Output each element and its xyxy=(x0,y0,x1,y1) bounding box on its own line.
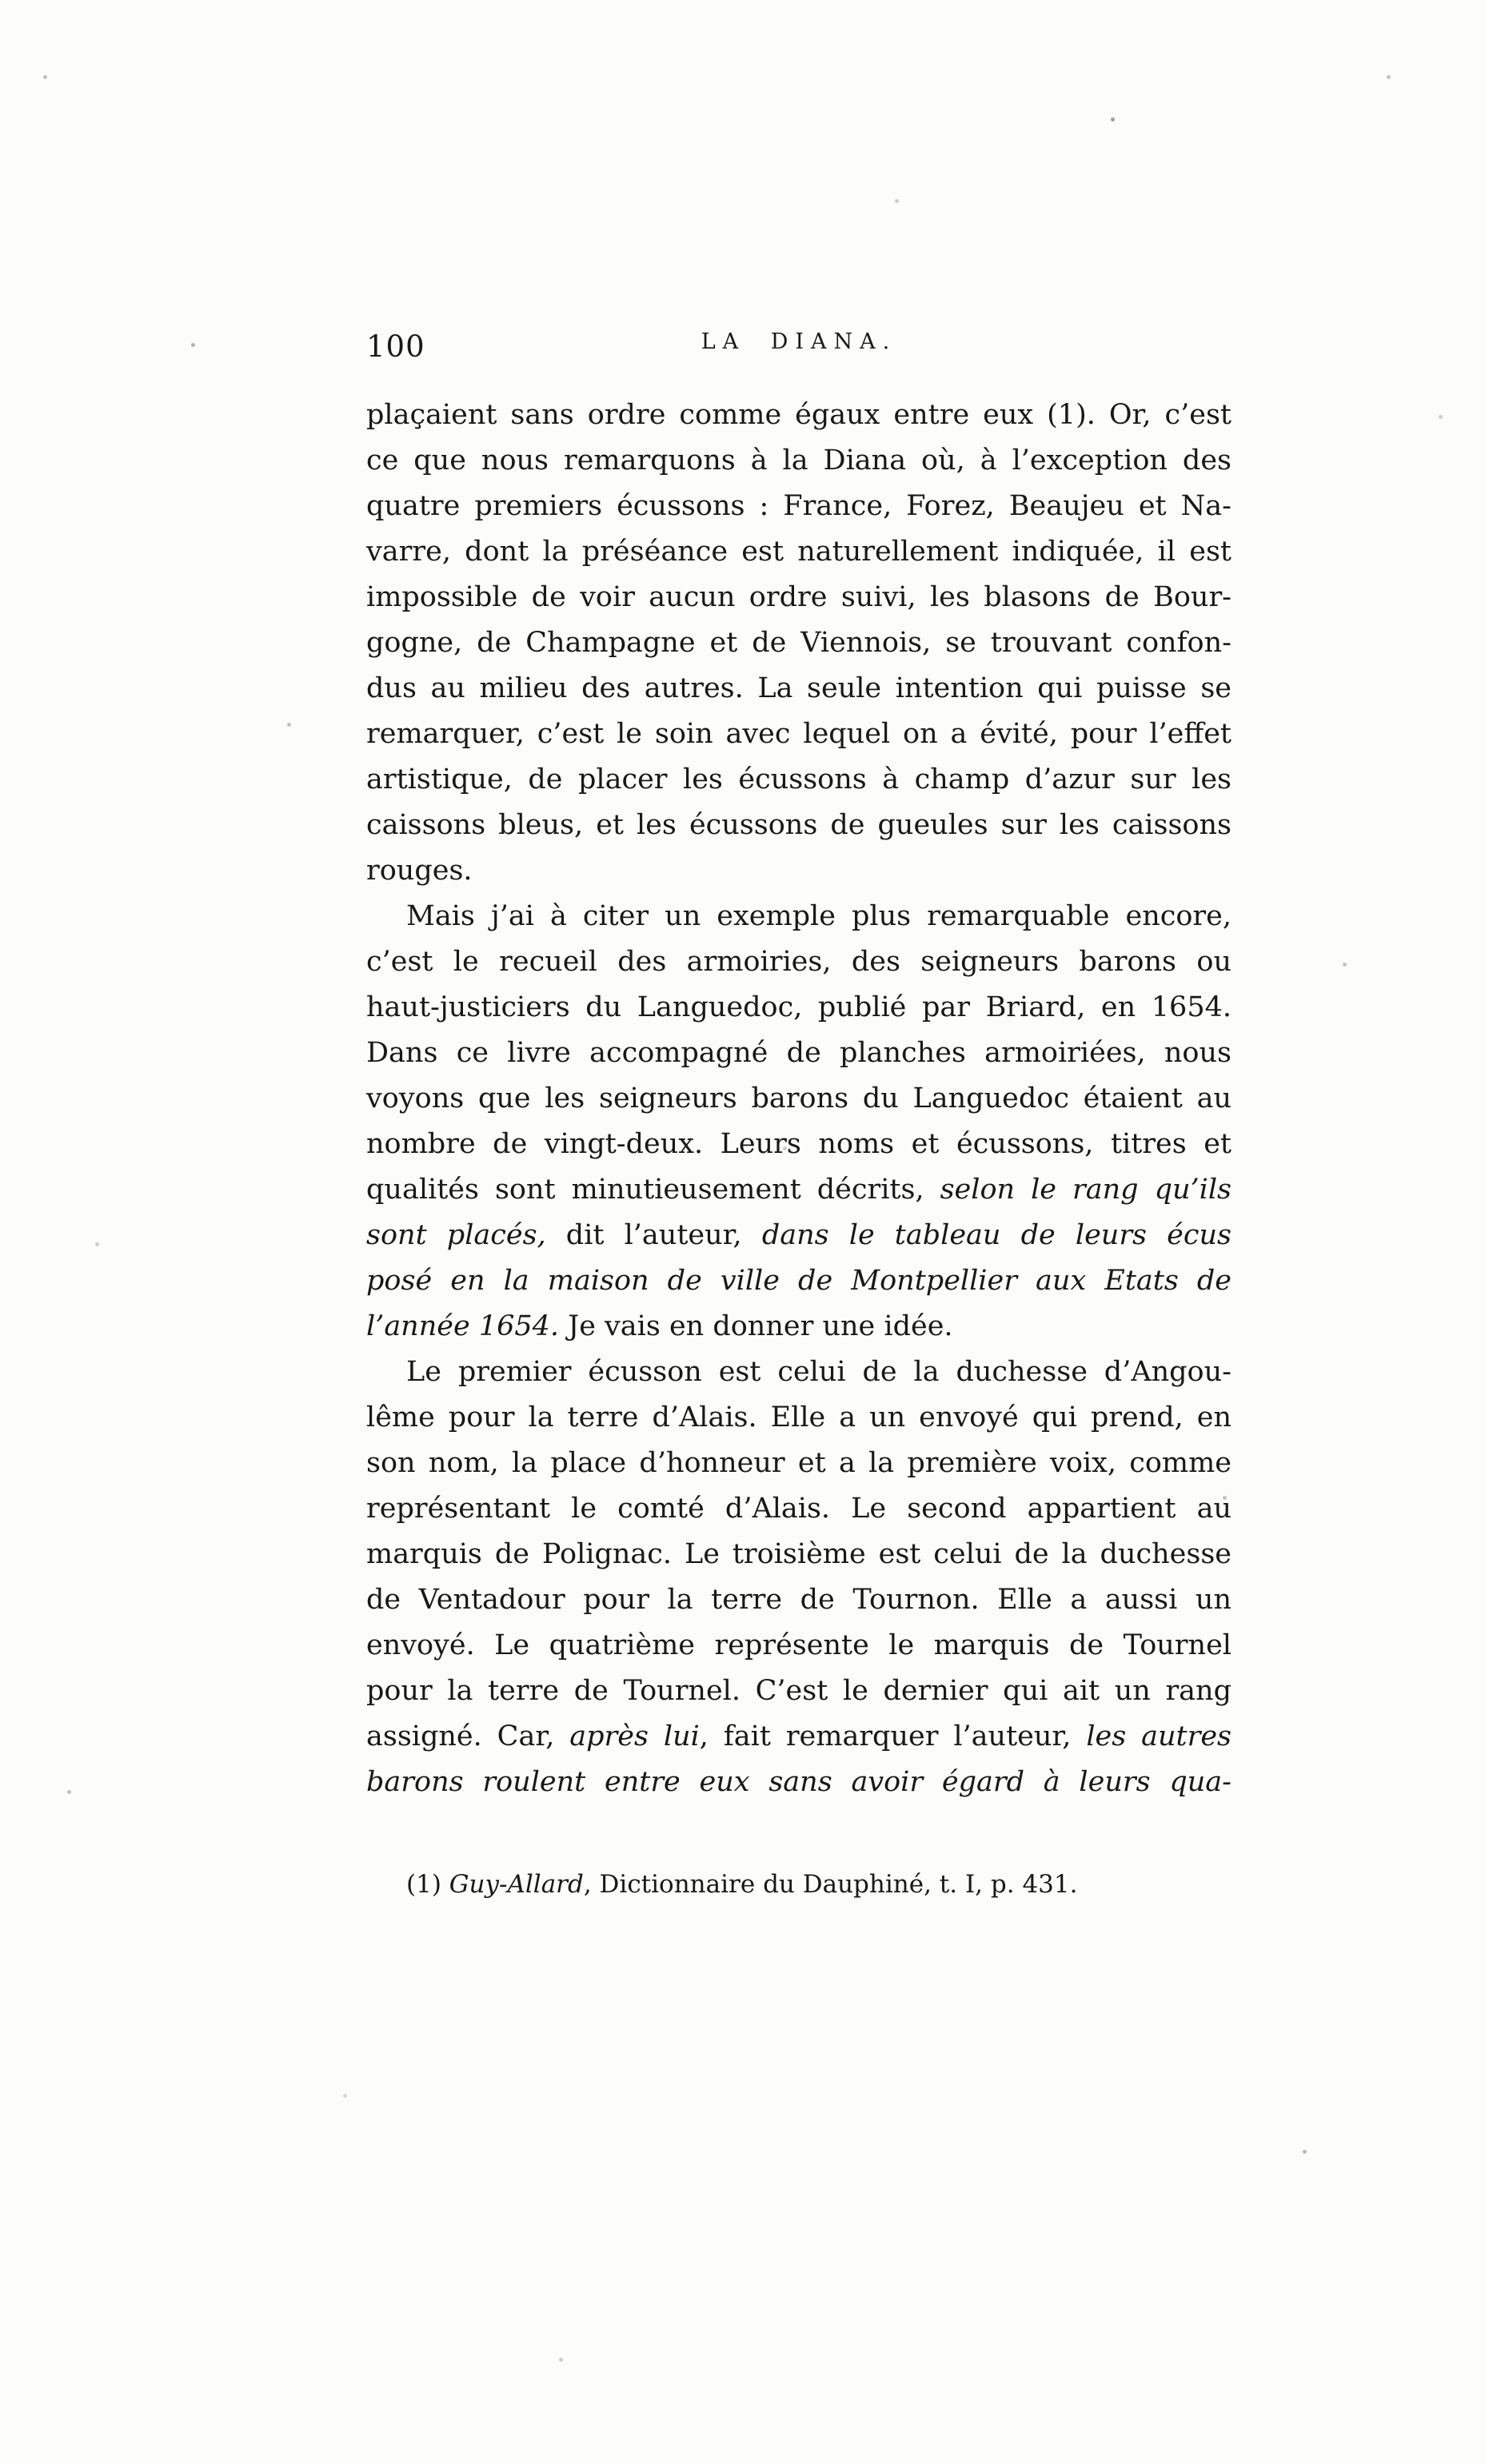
text-line xyxy=(366,939,1232,985)
text-run: artistique, de placer les écussons à champ d’azur sur les xyxy=(366,764,1232,795)
text-line xyxy=(366,1395,1232,1441)
italic-text-run: sont placés, xyxy=(366,1219,546,1251)
text-run: envoyé. Le quatrième représente le marquis de Tournel xyxy=(366,1629,1232,1661)
italic-text-run: dans le tableau de leurs écus xyxy=(761,1219,1232,1251)
text-line xyxy=(366,712,1232,757)
text-run: dit l’auteur, xyxy=(545,1219,762,1251)
text-line xyxy=(366,757,1232,803)
text-run: impossible de voir aucun ordre suivi, les blasons de Bour- xyxy=(366,581,1232,613)
text-run: représentant le comté d’Alais. Le second appartient au xyxy=(366,1493,1232,1525)
text-line xyxy=(366,1760,1232,1805)
text-line xyxy=(366,1441,1232,1486)
text-run: Dans ce livre accompagné de planches armoiriées, nous xyxy=(366,1037,1232,1069)
italic-text-run: selon le rang qu’ils xyxy=(940,1174,1232,1206)
text-line xyxy=(366,438,1232,484)
text-run: de Ventadour pour la terre de Tournon. Elle a aussi un xyxy=(366,1584,1232,1616)
text-run: pour la terre de Tournel. C’est le dernier qui ait un rang xyxy=(366,1675,1232,1707)
text-line xyxy=(366,484,1232,529)
scan-noise-specks xyxy=(0,0,2,2)
text-line xyxy=(366,1167,1232,1213)
text-line xyxy=(366,1031,1232,1076)
text-line xyxy=(366,1258,1232,1304)
text-run: , Dictionnaire du Dauphiné, t. I, p. 431. xyxy=(583,1870,1078,1899)
text-line xyxy=(366,529,1232,575)
text-run: ce que nous remarquons à la Diana où, à l’exception des xyxy=(366,445,1232,476)
text-line xyxy=(366,985,1232,1031)
text-run: rouges. xyxy=(366,855,473,887)
text-run: dus au milieu des autres. La seule intention qui puisse se xyxy=(366,672,1232,704)
text-run: haut-justiciers du Languedoc, publié par Briard, en 1654. xyxy=(366,991,1232,1023)
text-line xyxy=(366,1669,1232,1714)
italic-text-run: posé en la maison de ville de Montpellier aux Etats de xyxy=(366,1265,1232,1297)
text-line xyxy=(366,1076,1232,1122)
text-line xyxy=(366,620,1232,666)
italic-text-run: l’année 1654. xyxy=(366,1310,560,1342)
text-line xyxy=(366,803,1232,848)
text-line xyxy=(366,1623,1232,1669)
text-run: Le premier écusson est celui de la duchesse d’Angou- xyxy=(406,1356,1232,1388)
text-run: , fait remarquer l’auteur, xyxy=(699,1720,1087,1752)
running-title: LA DIANA. xyxy=(701,329,897,354)
italic-text-run: après lui xyxy=(569,1720,700,1752)
text-run: quatre premiers écussons : France, Forez, Beaujeu et Na- xyxy=(366,490,1232,522)
text-run: Je vais en donner une idée. xyxy=(559,1310,953,1342)
text-run: nombre de vingt-deux. Leurs noms et écussons, titres et xyxy=(366,1128,1232,1160)
text-run: qualités sont minutieusement décrits, xyxy=(366,1174,940,1206)
text-line xyxy=(366,1486,1232,1532)
text-line xyxy=(366,848,1232,894)
text-run: lême pour la terre d’Alais. Elle a un envoyé qui prend, en xyxy=(366,1401,1232,1433)
text-run: plaçaient sans ordre comme égaux entre eux (1). Or, c’est xyxy=(366,399,1232,431)
page-body xyxy=(366,393,1232,1805)
text-run: marquis de Polignac. Le troisième est celui de la duchesse xyxy=(366,1538,1232,1570)
text-line xyxy=(366,894,1232,939)
text-line xyxy=(366,575,1232,620)
text-run: c’est le recueil des armoiries, des seigneurs barons ou xyxy=(366,946,1232,978)
text-run: caissons bleus, et les écussons de gueules sur les caissons xyxy=(366,809,1232,841)
text-line xyxy=(366,1350,1232,1395)
footnote-line xyxy=(366,1866,1232,1903)
text-line xyxy=(366,1304,1232,1350)
italic-text-run: les autres xyxy=(1086,1720,1232,1752)
paragraph xyxy=(366,1350,1232,1805)
text-run: (1) xyxy=(406,1870,449,1899)
page-header xyxy=(366,329,1232,364)
footnote xyxy=(366,1866,1232,1903)
text-line xyxy=(366,1532,1232,1577)
paragraph xyxy=(366,393,1232,894)
text-run: varre, dont la préséance est naturellement indiquée, il est xyxy=(366,536,1232,568)
text-line xyxy=(366,1213,1232,1258)
text-run: Mais j’ai à citer un exemple plus remarquable encore, xyxy=(406,900,1232,932)
text-line xyxy=(366,393,1232,438)
text-run: voyons que les seigneurs barons du Languedoc étaient au xyxy=(366,1082,1232,1114)
text-line xyxy=(366,1122,1232,1167)
italic-text-run: barons roulent entre eux sans avoir égard à leurs qua- xyxy=(366,1766,1232,1798)
text-line xyxy=(366,666,1232,712)
text-run: assigné. Car, xyxy=(366,1720,570,1752)
text-line xyxy=(366,1577,1232,1623)
text-column xyxy=(366,329,1232,1903)
text-run: gogne, de Champagne et de Viennois, se trouvant confon- xyxy=(366,627,1232,659)
text-run: remarquer, c’est le soin avec lequel on a évité, pour l’effet xyxy=(366,718,1232,750)
text-run: son nom, la place d’honneur et a la première voix, comme xyxy=(366,1447,1232,1479)
italic-text-run: Guy-Allard xyxy=(449,1870,584,1899)
paragraph xyxy=(366,894,1232,1350)
text-line xyxy=(366,1714,1232,1760)
page-number: 100 xyxy=(366,329,425,364)
